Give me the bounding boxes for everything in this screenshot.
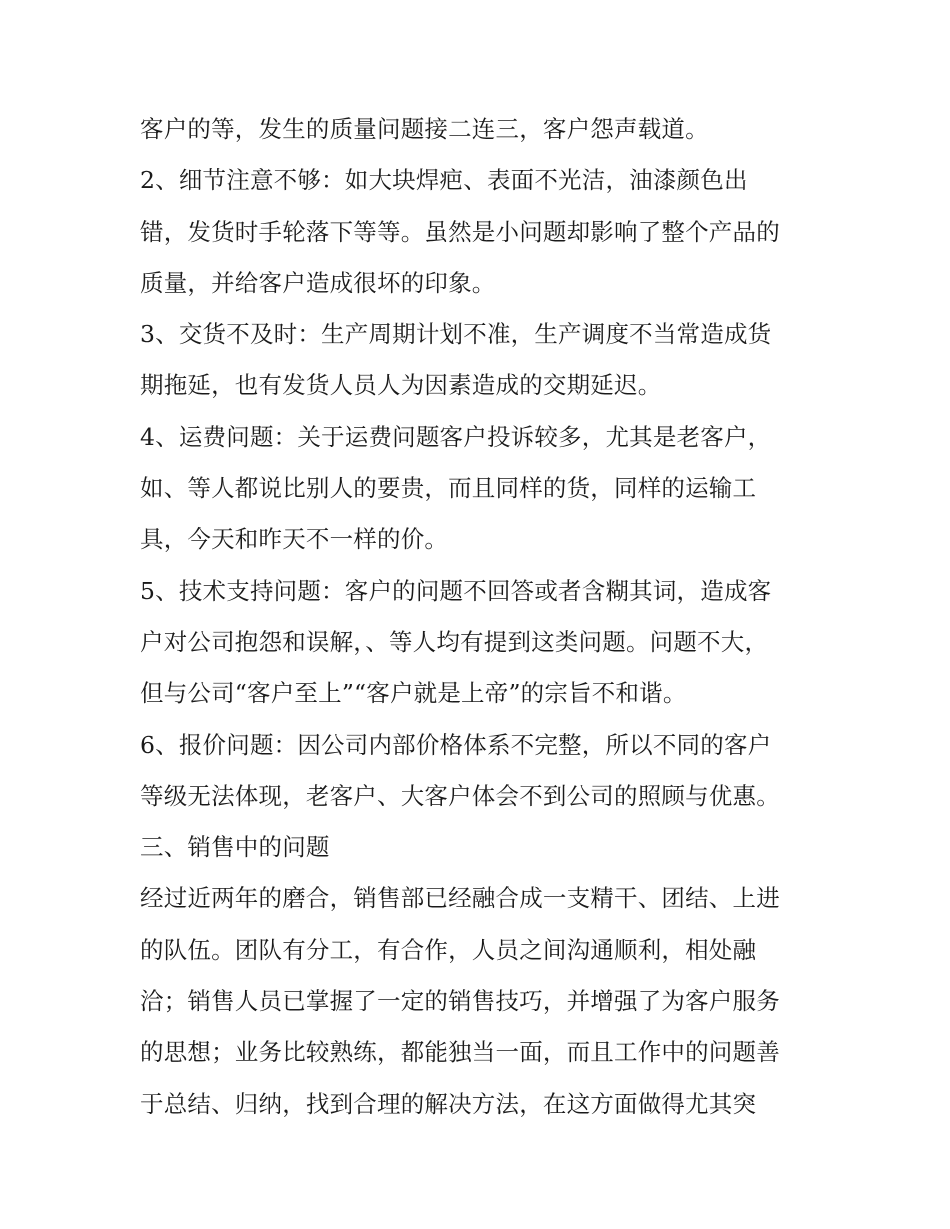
text-line: 5、技术支持问题：客户的问题不回答或者含糊其词，造成客 bbox=[140, 576, 772, 605]
text-line: 户对公司抱怨和误解，、等人均有提到这类问题。问题不大， bbox=[140, 627, 769, 656]
text-line: 4、运费问题：关于运费问题客户投诉较多，尤其是老客户， bbox=[140, 422, 772, 451]
text-line: 期拖延，也有发货人员人为因素造成的交期延迟。 bbox=[140, 371, 662, 400]
text-line: 6、报价问题：因公司内部价格体系不完整，所以不同的客户 bbox=[140, 730, 772, 759]
text-line: 经过近两年的磨合，销售部已经融合成一支精干、团结、上进 bbox=[140, 884, 780, 913]
text-line: 客户的等，发生的质量问题接二连三，客户怨声载道。 bbox=[140, 115, 709, 143]
text-line: 的思想；业务比较熟练，都能独当一面，而且工作中的问题善 bbox=[140, 1038, 780, 1067]
body-text bbox=[140, 107, 830, 1133]
text-line: 等级无法体现，老客户、大客户体会不到公司的照顾与优惠。 bbox=[140, 781, 780, 810]
section-heading: 三、销售中的问题 bbox=[140, 833, 330, 862]
text-line: 如、等人都说比别人的要贵，而且同样的货，同样的运输工 bbox=[140, 474, 757, 503]
text-line: 的队伍。团队有分工，有合作，人员之间沟通顺利，相处融 bbox=[140, 935, 757, 964]
text-line: 错，发货时手轮落下等等。虽然是小问题却影响了整个产品的 bbox=[140, 217, 780, 246]
text-line: 于总结、归纳，找到合理的解决方法，在这方面做得尤其突 bbox=[140, 1089, 757, 1118]
text-line: 但与公司“客户至上”“客户就是上帝”的宗旨不和谐。 bbox=[140, 679, 687, 708]
text-line: 3、交货不及时：生产周期计划不准，生产调度不当常造成货 bbox=[140, 320, 772, 349]
text-line: 洽；销售人员已掌握了一定的销售技巧，并增强了为客户服务 bbox=[140, 987, 780, 1016]
text-line: 2、细节注意不够：如大块焊疤、表面不光洁，油漆颜色出 bbox=[140, 166, 748, 195]
text-line: 质量，并给客户造成很坏的印象。 bbox=[140, 268, 496, 297]
text-line: 具，今天和昨天不一样的价。 bbox=[140, 525, 449, 554]
